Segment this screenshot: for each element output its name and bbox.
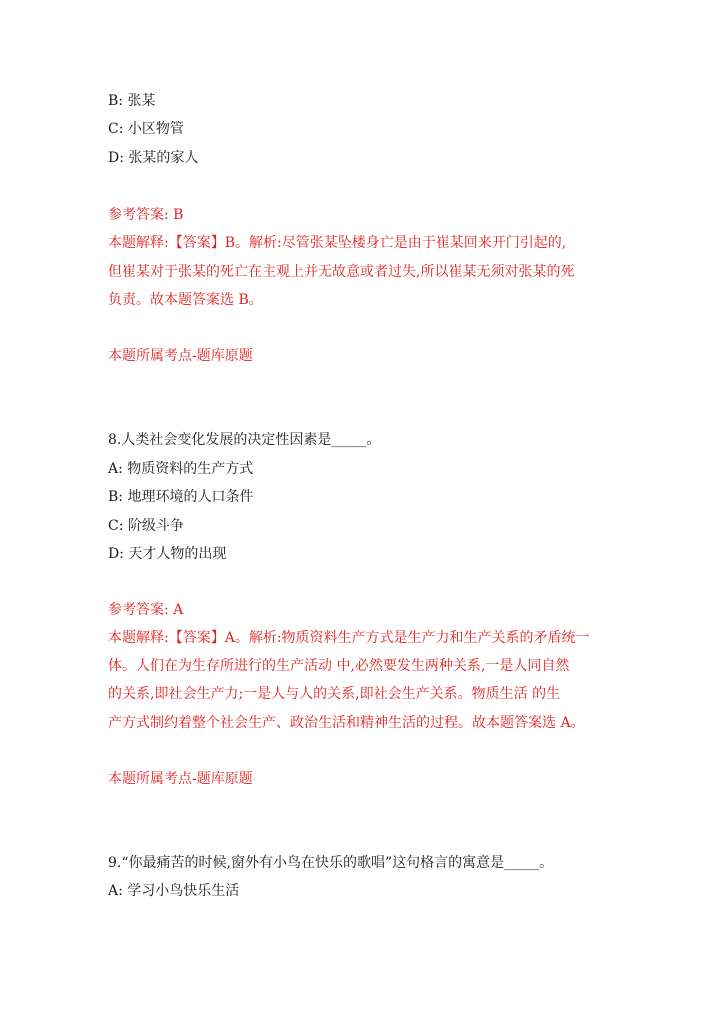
q8-option-a: A: 物质资料的生产方式	[108, 461, 254, 477]
q9-stem: 9.“你最痛苦的时候,窗外有小鸟在快乐的歌唱”这句格言的寓意是_____。	[108, 855, 554, 871]
q8-explanation-line: 的关系,即社会生产力;一是人与人的关系,即社会生产关系。物质生活 的生	[108, 686, 561, 702]
q7-explanation-line: 本题解释:【答案】B。解析:尽管张某坠楼身亡是由于崔某回来开门引起的,	[108, 235, 567, 251]
q8-source: 本题所属考点-题库原题	[108, 771, 253, 787]
q8-stem: 8.人类社会变化发展的决定性因素是_____。	[108, 432, 381, 448]
q7-answer: 参考答案: B	[108, 207, 184, 223]
q7-option-c: C: 小区物管	[108, 121, 184, 137]
q8-option-b: B: 地理环境的人口条件	[108, 489, 254, 505]
q7-explanation-line: 负责。故本题答案选 B。	[108, 292, 263, 308]
q7-option-d: D: 张某的家人	[108, 150, 199, 166]
q7-source: 本题所属考点-题库原题	[108, 348, 253, 364]
q8-explanation-line: 本题解释:【答案】A。解析:物质资料生产方式是生产力和生产关系的矛盾统一	[108, 630, 590, 646]
q8-explanation-line: 产方式制约着整个社会生产、政治生活和精神生活的过程。故本题答案选 A。	[108, 715, 585, 731]
q7-explanation-line: 但崔某对于张某的死亡在主观上并无故意或者过失,所以崔某无须对张某的死	[108, 264, 575, 280]
q8-option-c: C: 阶级斗争	[108, 518, 184, 534]
q9-option-a: A: 学习小鸟快乐生活	[108, 883, 240, 899]
q8-answer: 参考答案: A	[108, 602, 184, 618]
q7-option-b: B: 张某	[108, 93, 156, 109]
q8-option-d: D: 天才人物的出现	[108, 546, 227, 562]
q8-explanation-line: 体。人们在为生存所进行的生产活动 中,必然要发生两种关系,一是人同自然	[108, 658, 570, 674]
